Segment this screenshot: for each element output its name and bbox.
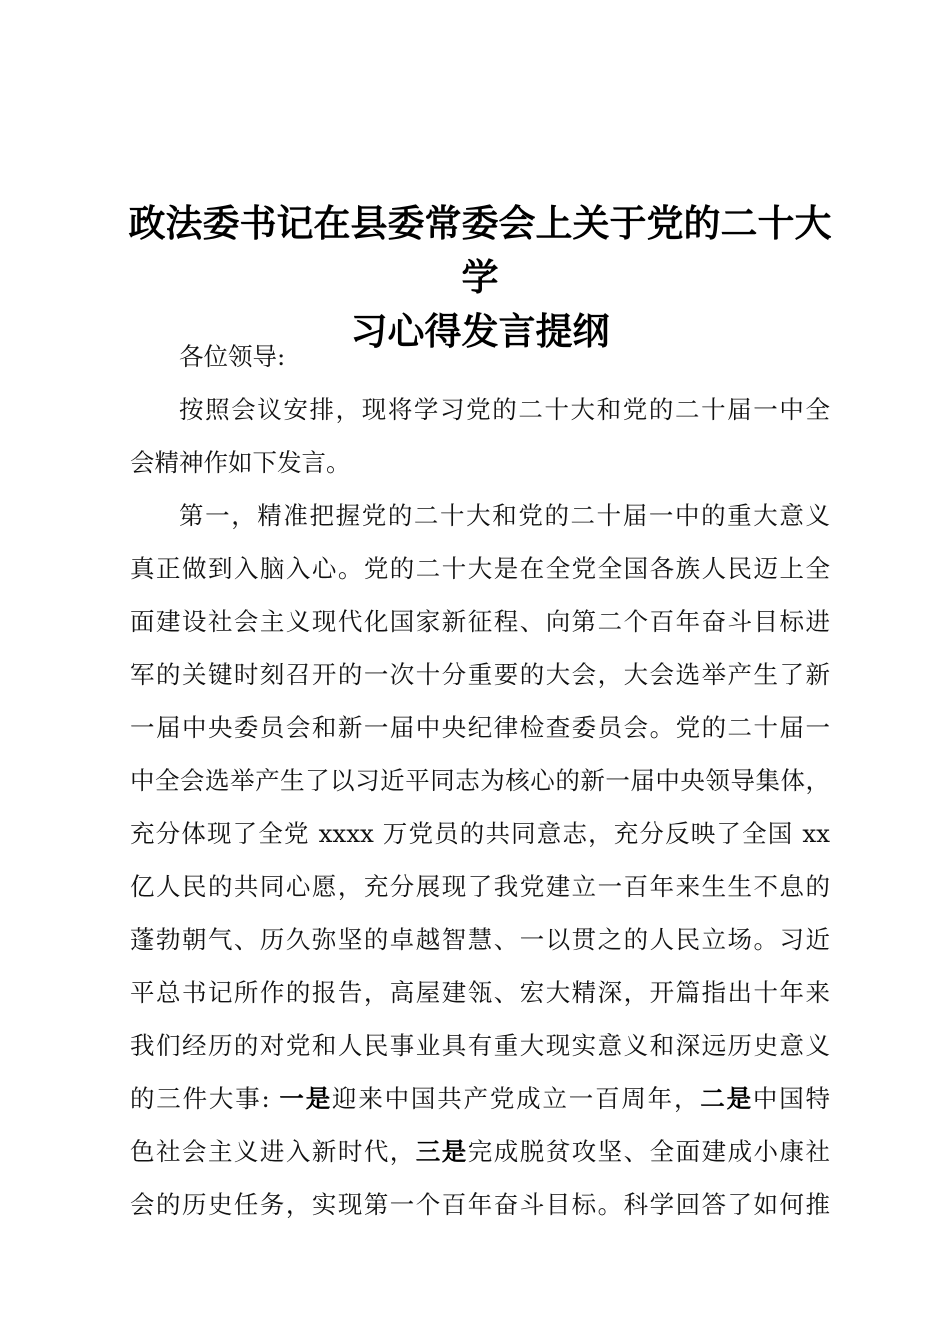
line12-text-c: 中国特 — [752, 1084, 831, 1113]
para1-line-11: 我们经历的对党和人民事业具有重大现实意义和深远历史意义 — [130, 1031, 830, 1060]
para1-line-1: 第一，精准把握党的二十大和党的二十届一中的重大意义 — [179, 501, 830, 530]
para1-line-9: 蓬勃朝气、历久弥坚的卓越智慧、一以贯之的人民立场。习近 — [130, 925, 830, 954]
title-line-1: 政法委书记在县委常委会上关于党的二十大学 — [128, 201, 832, 299]
line13-text-a: 色社会主义进入新时代， — [130, 1137, 416, 1166]
title-line-2: 习心得发言提纲 — [350, 309, 610, 353]
emphasis-san-shi: 三是 — [415, 1137, 468, 1166]
para1-line-6: 中全会选举产生了以习近平同志为核心的新一届中央领导集体， — [130, 766, 830, 795]
emphasis-yi-shi: 一是 — [279, 1084, 333, 1113]
line13-text-b: 完成脱贫攻坚、全面建成小康社 — [467, 1137, 831, 1166]
document-body — [130, 330, 830, 1231]
para1-line-12 — [130, 1072, 830, 1125]
para1-line-14: 会的历史任务，实现第一个百年奋斗目标。科学回答了如何推 — [130, 1190, 830, 1219]
line12-text-a: 的三件大事: — [130, 1084, 280, 1113]
para1-line-3: 面建设社会主义现代化国家新征程、向第二个百年奋斗目标进 — [130, 607, 830, 636]
para1-line-10: 平总书记所作的报告，高屋建瓴、宏大精深，开篇指出十年来 — [130, 978, 830, 1007]
intro-line-2: 会精神作如下发言。 — [130, 448, 351, 477]
intro-line-1: 按照会议安排，现将学习党的二十大和党的二十届一中全 — [179, 395, 830, 424]
salutation: 各位领导: — [179, 342, 286, 371]
para1-line-2: 真正做到入脑入心。党的二十大是在全党全国各族人民迈上全 — [130, 554, 830, 583]
para1-line-13 — [130, 1125, 830, 1178]
para1-line-8: 亿人民的共同心愿，充分展现了我党建立一百年来生生不息的 — [130, 872, 830, 901]
emphasis-er-shi: 二是 — [700, 1084, 753, 1113]
para1-line-7: 充分体现了全党 xxxx 万党员的共同意志，充分反映了全国 xx — [130, 819, 830, 848]
para1-line-4: 军的关键时刻召开的一次十分重要的大会，大会选举产生了新 — [130, 660, 830, 689]
para1-line-5: 一届中央委员会和新一届中央纪律检查委员会。党的二十届一 — [130, 713, 830, 742]
line12-text-b: 迎来中国共产党成立一百周年， — [332, 1084, 701, 1113]
